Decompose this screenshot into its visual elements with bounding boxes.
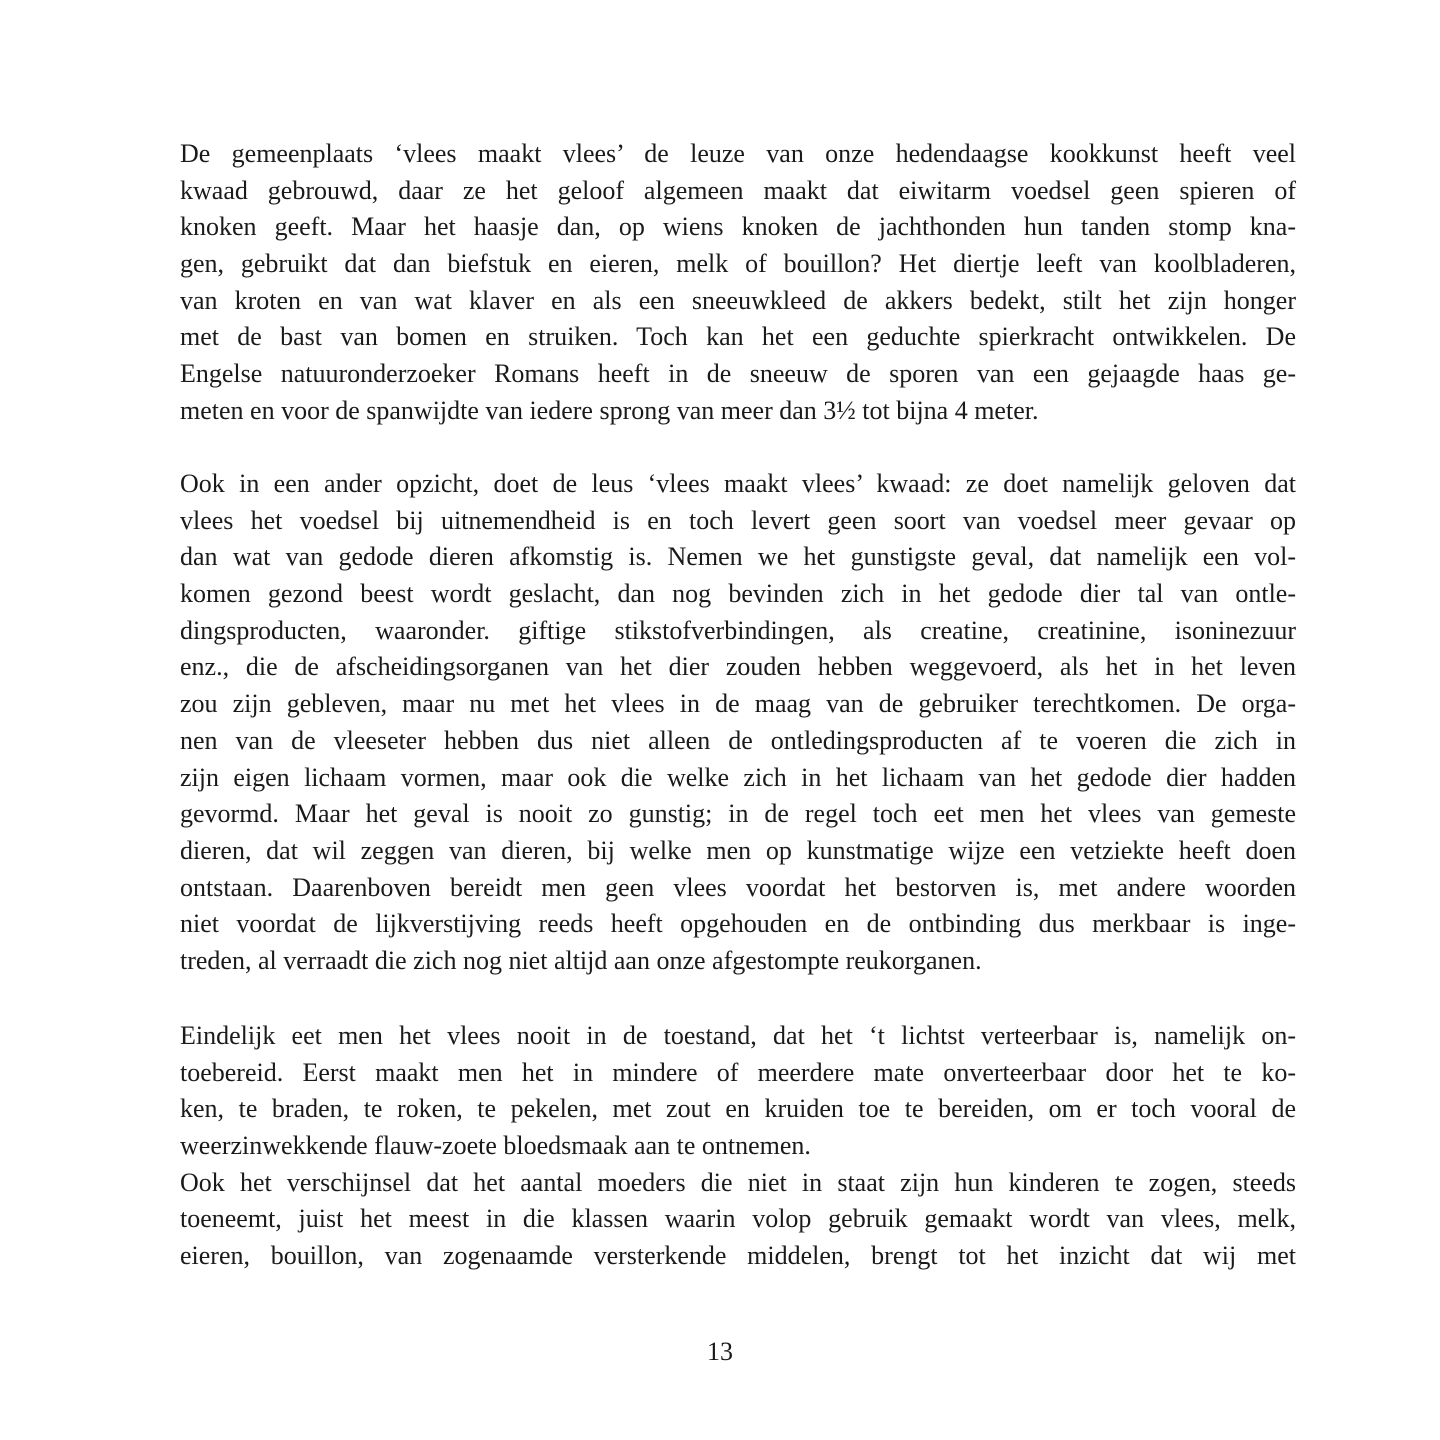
text-line: Engelse natuuronderzoeker Romans heeft in de sneeuw de sporen van een gejaagde haas ge- bbox=[180, 359, 1296, 389]
text-line: eieren, bouillon, van zogenaamde versterkende middelen, brengt tot het inzicht dat wij met bbox=[180, 1241, 1296, 1271]
text-line: zou zijn gebleven, maar nu met het vlees in de maag van de gebruiker terechtkomen. De orga- bbox=[180, 689, 1296, 719]
text-line: knoken geeft. Maar het haasje dan, op wiens knoken de jachthonden hun tanden stomp kna- bbox=[180, 212, 1296, 242]
text-line: zijn eigen lichaam vormen, maar ook die welke zich in het lichaam van het gedode dier hadden bbox=[180, 762, 1296, 792]
text-line: niet voordat de lijkverstijving reeds heeft opgehouden en de ontbinding dus merkbaar is inge- bbox=[180, 909, 1296, 939]
text-line: Ook het verschijnsel dat het aantal moeders die niet in staat zijn hun kinderen te zogen, steeds bbox=[180, 1167, 1296, 1197]
text-line: weerzinwekkende flauw-zoete bloedsmaak aan te ontnemen. bbox=[180, 1131, 811, 1161]
text-line: treden, al verraadt die zich nog niet altijd aan onze afgestompte reukorganen. bbox=[180, 945, 982, 975]
text-line: kwaad gebrouwd, daar ze het geloof algemeen maakt dat eiwitarm voedsel geen spieren of bbox=[180, 175, 1296, 205]
paragraph-2 bbox=[180, 466, 1296, 980]
text-line: dingsproducten, waaronder. giftige stikstofverbindingen, als creatine, creatinine, isoninezuur bbox=[180, 615, 1296, 645]
text-line: gevormd. Maar het geval is nooit zo gunstig; in de regel toch eet men het vlees van gemeste bbox=[180, 799, 1296, 829]
text-line: vlees het voedsel bij uitnemendheid is en toch levert geen soort van voedsel meer gevaar op bbox=[180, 505, 1296, 535]
text-line: nen van de vleeseter hebben dus niet alleen de ontledingsproducten af te voeren die zich in bbox=[180, 725, 1296, 755]
text-line: meten en voor de spanwijdte van iedere sprong van meer dan 3½ tot bijna 4 meter. bbox=[180, 395, 1039, 425]
text-line: ontstaan. Daarenboven bereidt men geen vlees voordat het bestorven is, met andere woorden bbox=[180, 872, 1296, 902]
text-line: toebereid. Eerst maakt men het in mindere of meerdere mate onverteerbaar door het te ko- bbox=[180, 1057, 1296, 1087]
text-line: dieren, dat wil zeggen van dieren, bij welke men op kunstmatige wijze een vetziekte heeft doen bbox=[180, 835, 1296, 865]
text-line: De gemeenplaats ‘vlees maakt vlees’ de leuze van onze hedendaagse kookkunst heeft veel bbox=[180, 139, 1296, 168]
text-line: ken, te braden, te roken, te pekelen, met zout en kruiden toe te bereiden, om er toch vooral de bbox=[180, 1094, 1296, 1124]
text-line: komen gezond beest wordt geslacht, dan nog bevinden zich in het gedode dier tal van ontle- bbox=[180, 579, 1296, 609]
paragraph-3 bbox=[180, 1018, 1296, 1275]
page-number: 13 bbox=[707, 1337, 733, 1366]
text-line: van kroten en van wat klaver en als een sneeuwkleed de akkers bedekt, stilt het zijn honger bbox=[180, 285, 1296, 315]
text-line: dan wat van gedode dieren afkomstig is. Nemen we het gunstigste geval, dat namelijk een vol- bbox=[180, 542, 1296, 572]
text-line: toeneemt, juist het meest in die klassen waarin volop gebruik gemaakt wordt van vlees, melk, bbox=[180, 1204, 1296, 1234]
text-line: gen, gebruikt dat dan biefstuk en eieren, melk of bouillon? Het diertje leeft van koolbladeren, bbox=[180, 249, 1296, 279]
text-line: Eindelijk eet men het vlees nooit in de toestand, dat het ‘t lichtst verteerbaar is, namelijk on- bbox=[180, 1021, 1296, 1050]
text-line: enz., die de afscheidingsorganen van het dier zouden hebben weggevoerd, als het in het leven bbox=[180, 652, 1296, 682]
paragraph-1 bbox=[180, 136, 1296, 430]
text-line: met de bast van bomen en struiken. Toch kan het een geduchte spierkracht ontwikkelen. De bbox=[180, 322, 1296, 352]
text-line: Ook in een ander opzicht, doet de leus ‘vlees maakt vlees’ kwaad: ze doet namelijk geloven dat bbox=[180, 469, 1296, 498]
